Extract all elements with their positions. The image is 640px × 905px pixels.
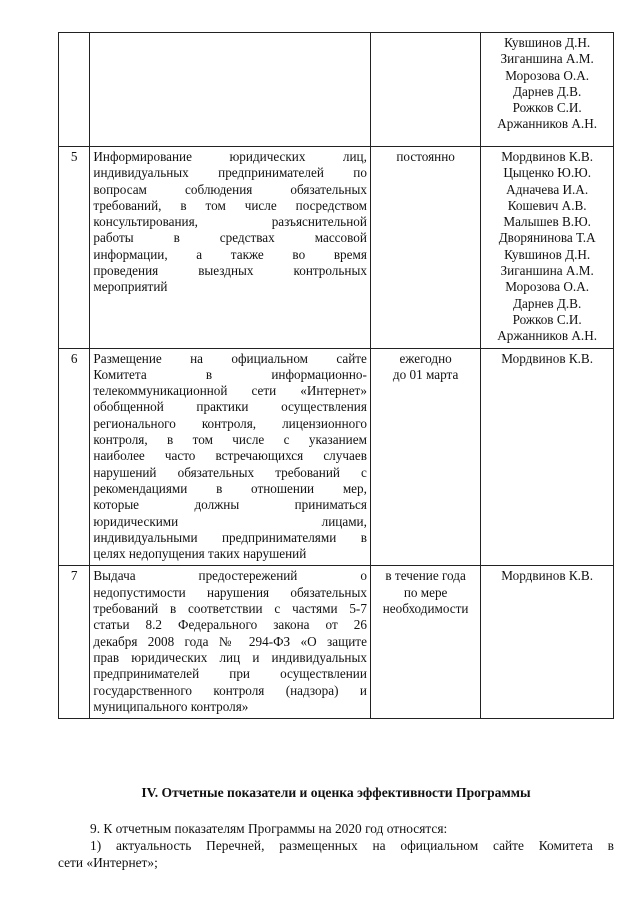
responsible-cell (481, 33, 614, 147)
term-cell (370, 147, 480, 349)
action-text-line: контроля, в том числе с указанием (93, 432, 367, 448)
paragraph-item-1 (58, 838, 614, 871)
table-row (59, 348, 614, 566)
action-text-line: наиболее часто встречающихся случаев (93, 448, 367, 464)
action-text-line: вопросам соблюдения обязательных (93, 181, 367, 197)
responsible-person: Аржанников А.Н. (497, 116, 598, 132)
action-text-line: индивидуальных предпринимателей по (93, 165, 367, 181)
responsible-person: Адначева И.А. (506, 181, 589, 197)
responsible-person: Дарнев Д.В. (513, 295, 582, 311)
action-text-line: информации, а также во время (93, 246, 367, 262)
action-text-line: статьи 8.2 Федерального закона от 26 (93, 617, 367, 633)
term-cell (370, 566, 480, 719)
row-number-cell (59, 33, 90, 147)
action-cell (90, 33, 371, 147)
action-text-line: недопустимости нарушения обязательных (93, 584, 367, 600)
responsible-person: Цыценко Ю.Ю. (503, 165, 591, 181)
action-text-line: юридическими лицами, (93, 513, 367, 529)
table-row (59, 147, 614, 349)
action-text-line: целях недопущения таких нарушений (93, 546, 307, 562)
action-cell (90, 348, 371, 566)
action-text-line: прав юридических лиц и индивидуальных (93, 649, 367, 665)
term-text: ежегодно (399, 350, 452, 366)
action-text-line: государственного контроля (надзора) и (93, 682, 367, 698)
action-text-line: рекомендациями в отношении мер, (93, 480, 367, 496)
action-text-line: Информирование юридических лиц, (93, 149, 367, 164)
action-text-line: которые должны приниматься (93, 497, 367, 513)
action-text-line: обобщенной практики осуществления (93, 399, 367, 415)
action-text-line: требований, в том числе посредством (93, 197, 367, 213)
table-row (59, 33, 614, 147)
responsible-person: Дарнев Д.В. (513, 83, 582, 99)
action-text-line: проведения выездных контрольных (93, 263, 367, 279)
action-text-line: мероприятий (93, 279, 168, 295)
row-number-cell: 5 (59, 147, 90, 349)
row-number-cell: 7 (59, 566, 90, 719)
section-heading: IV. Отчетные показатели и оценка эффективности Программы (141, 785, 531, 800)
action-text-line: Комитета в информационно- (93, 366, 367, 382)
term-text: постоянно (396, 149, 455, 164)
responsible-person: Дворянинова Т.А (498, 230, 596, 246)
responsible-person: Кувшинов Д.Н. (504, 246, 591, 262)
table-row (59, 566, 614, 719)
action-text-line: регионального контроля, лицензионного (93, 415, 367, 431)
action-text-line: телекоммуникационной сети «Интернет» (93, 383, 367, 399)
responsible-person: Рожков С.И. (512, 100, 582, 116)
action-text-line: муниципального контроля» (93, 698, 249, 714)
responsible-person: Мордвинов К.В. (501, 568, 594, 584)
term-cell (370, 348, 480, 566)
action-cell (90, 147, 371, 349)
responsible-person: Морозова О.А. (505, 279, 590, 295)
responsible-person: Рожков С.И. (512, 311, 582, 327)
paragraph-line: сети «Интернет»; (58, 854, 158, 870)
action-text-line: Размещение на официальном сайте (93, 350, 367, 366)
responsible-person: Мордвинов К.В. (501, 149, 594, 164)
action-text-line: Выдача предостережений о (93, 568, 367, 584)
paragraph-line: 1) актуальность Перечней, размещенных на официальном сайте Комитета в (90, 838, 614, 853)
responsible-person: Морозова О.А. (505, 67, 590, 83)
term-text: по мере (403, 584, 448, 600)
responsible-person: Малышев В.Ю. (503, 214, 591, 230)
row-number-cell: 6 (59, 348, 90, 566)
action-text-line: декабря 2008 года № 294-ФЗ «О защите (93, 633, 367, 649)
measures-table (58, 32, 614, 719)
action-text-line: индивидуальными предпринимателями в (93, 529, 367, 545)
responsible-person: Мордвинов К.В. (501, 350, 594, 366)
responsible-person: Кувшинов Д.Н. (504, 35, 591, 50)
responsible-person: Зиганшина А.М. (500, 263, 594, 279)
responsible-cell (481, 348, 614, 566)
term-text: до 01 марта (392, 366, 459, 382)
term-text: необходимости (382, 601, 469, 617)
term-text: в течение года (385, 568, 466, 584)
responsible-cell (481, 566, 614, 719)
action-text-line: нарушений обязательных требований с (93, 464, 367, 480)
action-cell (90, 566, 371, 719)
action-text-line: предпринимателей при осуществлении (93, 666, 367, 682)
paragraph-reporting-indicators: 9. К отчетным показателям Программы на 2020 год относятся: (90, 821, 448, 836)
action-text-line: консультирования, разъяснительной (93, 214, 367, 230)
action-text-line: требований в соответствии с частями 5-7 (93, 601, 367, 617)
responsible-cell (481, 147, 614, 349)
term-cell (370, 33, 480, 147)
action-text-line: работы в средствах массовой (93, 230, 367, 246)
responsible-person: Кошевич А.В. (507, 197, 587, 213)
responsible-person: Зиганшина А.М. (500, 51, 594, 67)
responsible-person: Аржанников А.Н. (497, 328, 598, 344)
